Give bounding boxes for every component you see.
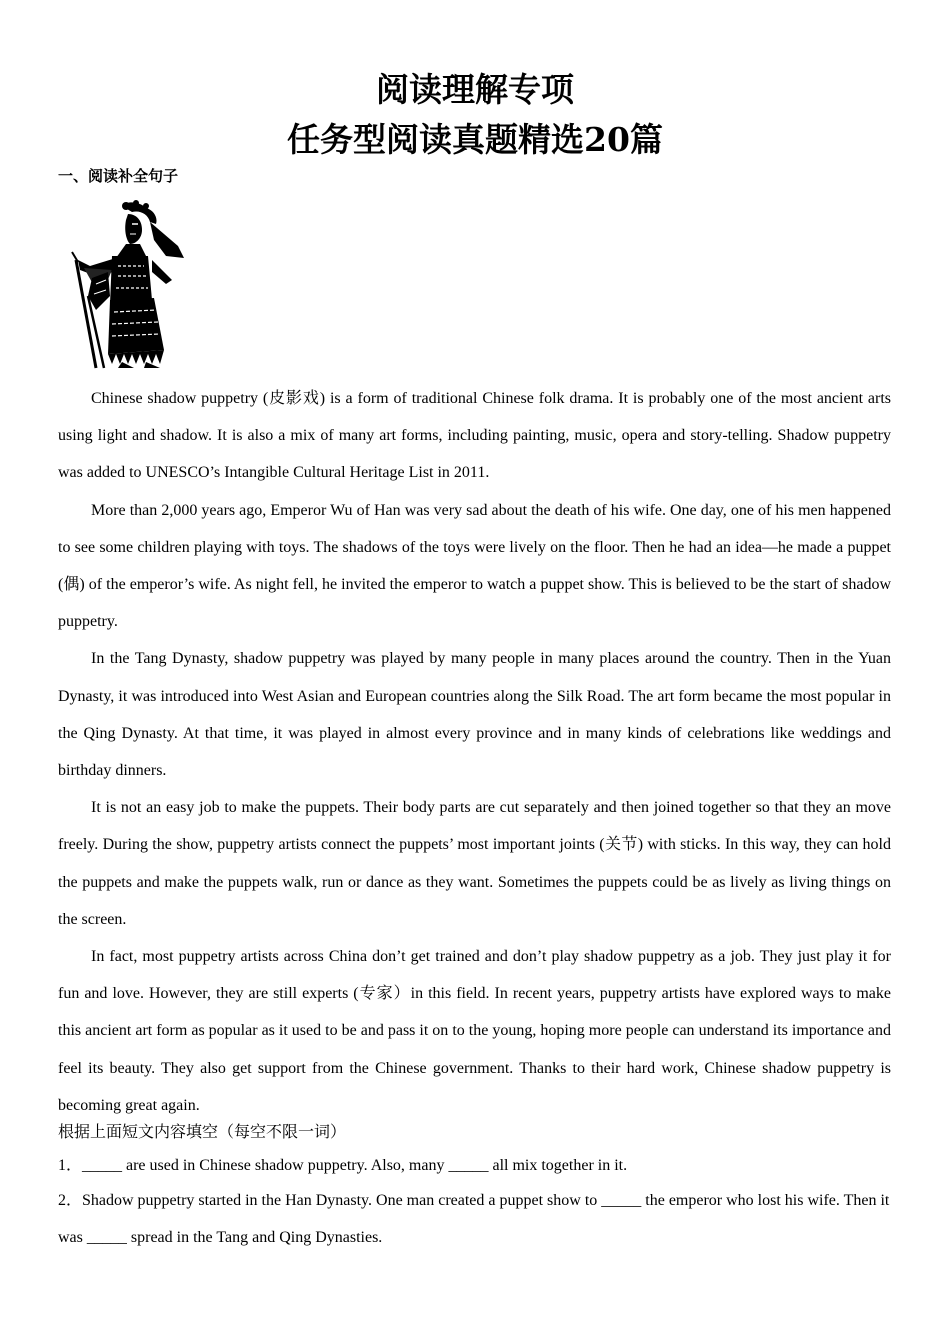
question-instruction: 根据上面短文内容填空（每空不限一词） xyxy=(58,1122,347,1141)
passage-paragraph-4: It is not an easy job to make the puppets. Their body parts are cut separately and then joined together so that they an move freely. During the show, puppetry artists connect the puppets’ most important joints (关节) with sticks. In this way, they can hold the puppets and make the puppets walk, run or dance as they want. Sometimes the puppets could be as lively as living things on the screen. xyxy=(58,799,891,928)
passage-paragraph-1: Chinese shadow puppetry (皮影戏) is a form of traditional Chinese folk drama. It is probably one of the most ancient arts using light and shadow. It is also a mix of many art forms, including painting, music, opera and story-telling. Shadow puppetry was added to UNESCO’s Intangible Cultural Heritage List in 2011. xyxy=(58,390,891,482)
passage-paragraph-5: In fact, most puppetry artists across China don’t get trained and don’t play shadow puppetry as a job. They just play it for fun and love. However, they are still experts (专家）in this field. In recent years, puppetry artists have explored ways to make this ancient art form as popular as it used to be and pass it on to the young, hoping more people can understand its importance and feel its beauty. They also get support from the Chinese government. Thanks to their hard work, Chinese shadow puppetry is becoming great again. xyxy=(58,948,891,1114)
page-subtitle: 任务型阅读真题精选20篇 xyxy=(287,120,663,159)
passage-paragraph-2: More than 2,000 years ago, Emperor Wu of Han was very sad about the death of his wife. One day, one of his men happened to see some children playing with toys. The shadows of the toys were lively on the floor. Then he had an idea—he made a puppet (偶) of the emperor’s wife. As night fell, he invited the emperor to watch a puppet show. This is believed to be the start of shadow puppetry. xyxy=(58,501,891,631)
passage-paragraph-3: In the Tang Dynasty, shadow puppetry was played by many people in many places around the country. Then in the Yuan Dynasty, it was introduced into West Asian and European countries along the Silk Road. The art form became the most popular in the Qing Dynasty. At that time, it was played in almost every province and in many kinds of celebrations like weddings and birthday dinners. xyxy=(58,650,891,780)
section-heading: 一、阅读补全句子 xyxy=(58,167,179,185)
question-2: 2．Shadow puppetry started in the Han Dynasty. One man created a puppet show to _____ the emperor who lost his wife. Then it was _____ spread in the Tang and Qing Dynasties. xyxy=(58,1192,890,1246)
page-title: 阅读理解专项 xyxy=(376,70,574,109)
shadow-puppet-icon xyxy=(66,200,190,370)
reading-passage xyxy=(58,380,891,1124)
question-1: 1．_____ are used in Chinese shadow puppetry. Also, many _____ all mix together in it. xyxy=(58,1157,628,1174)
